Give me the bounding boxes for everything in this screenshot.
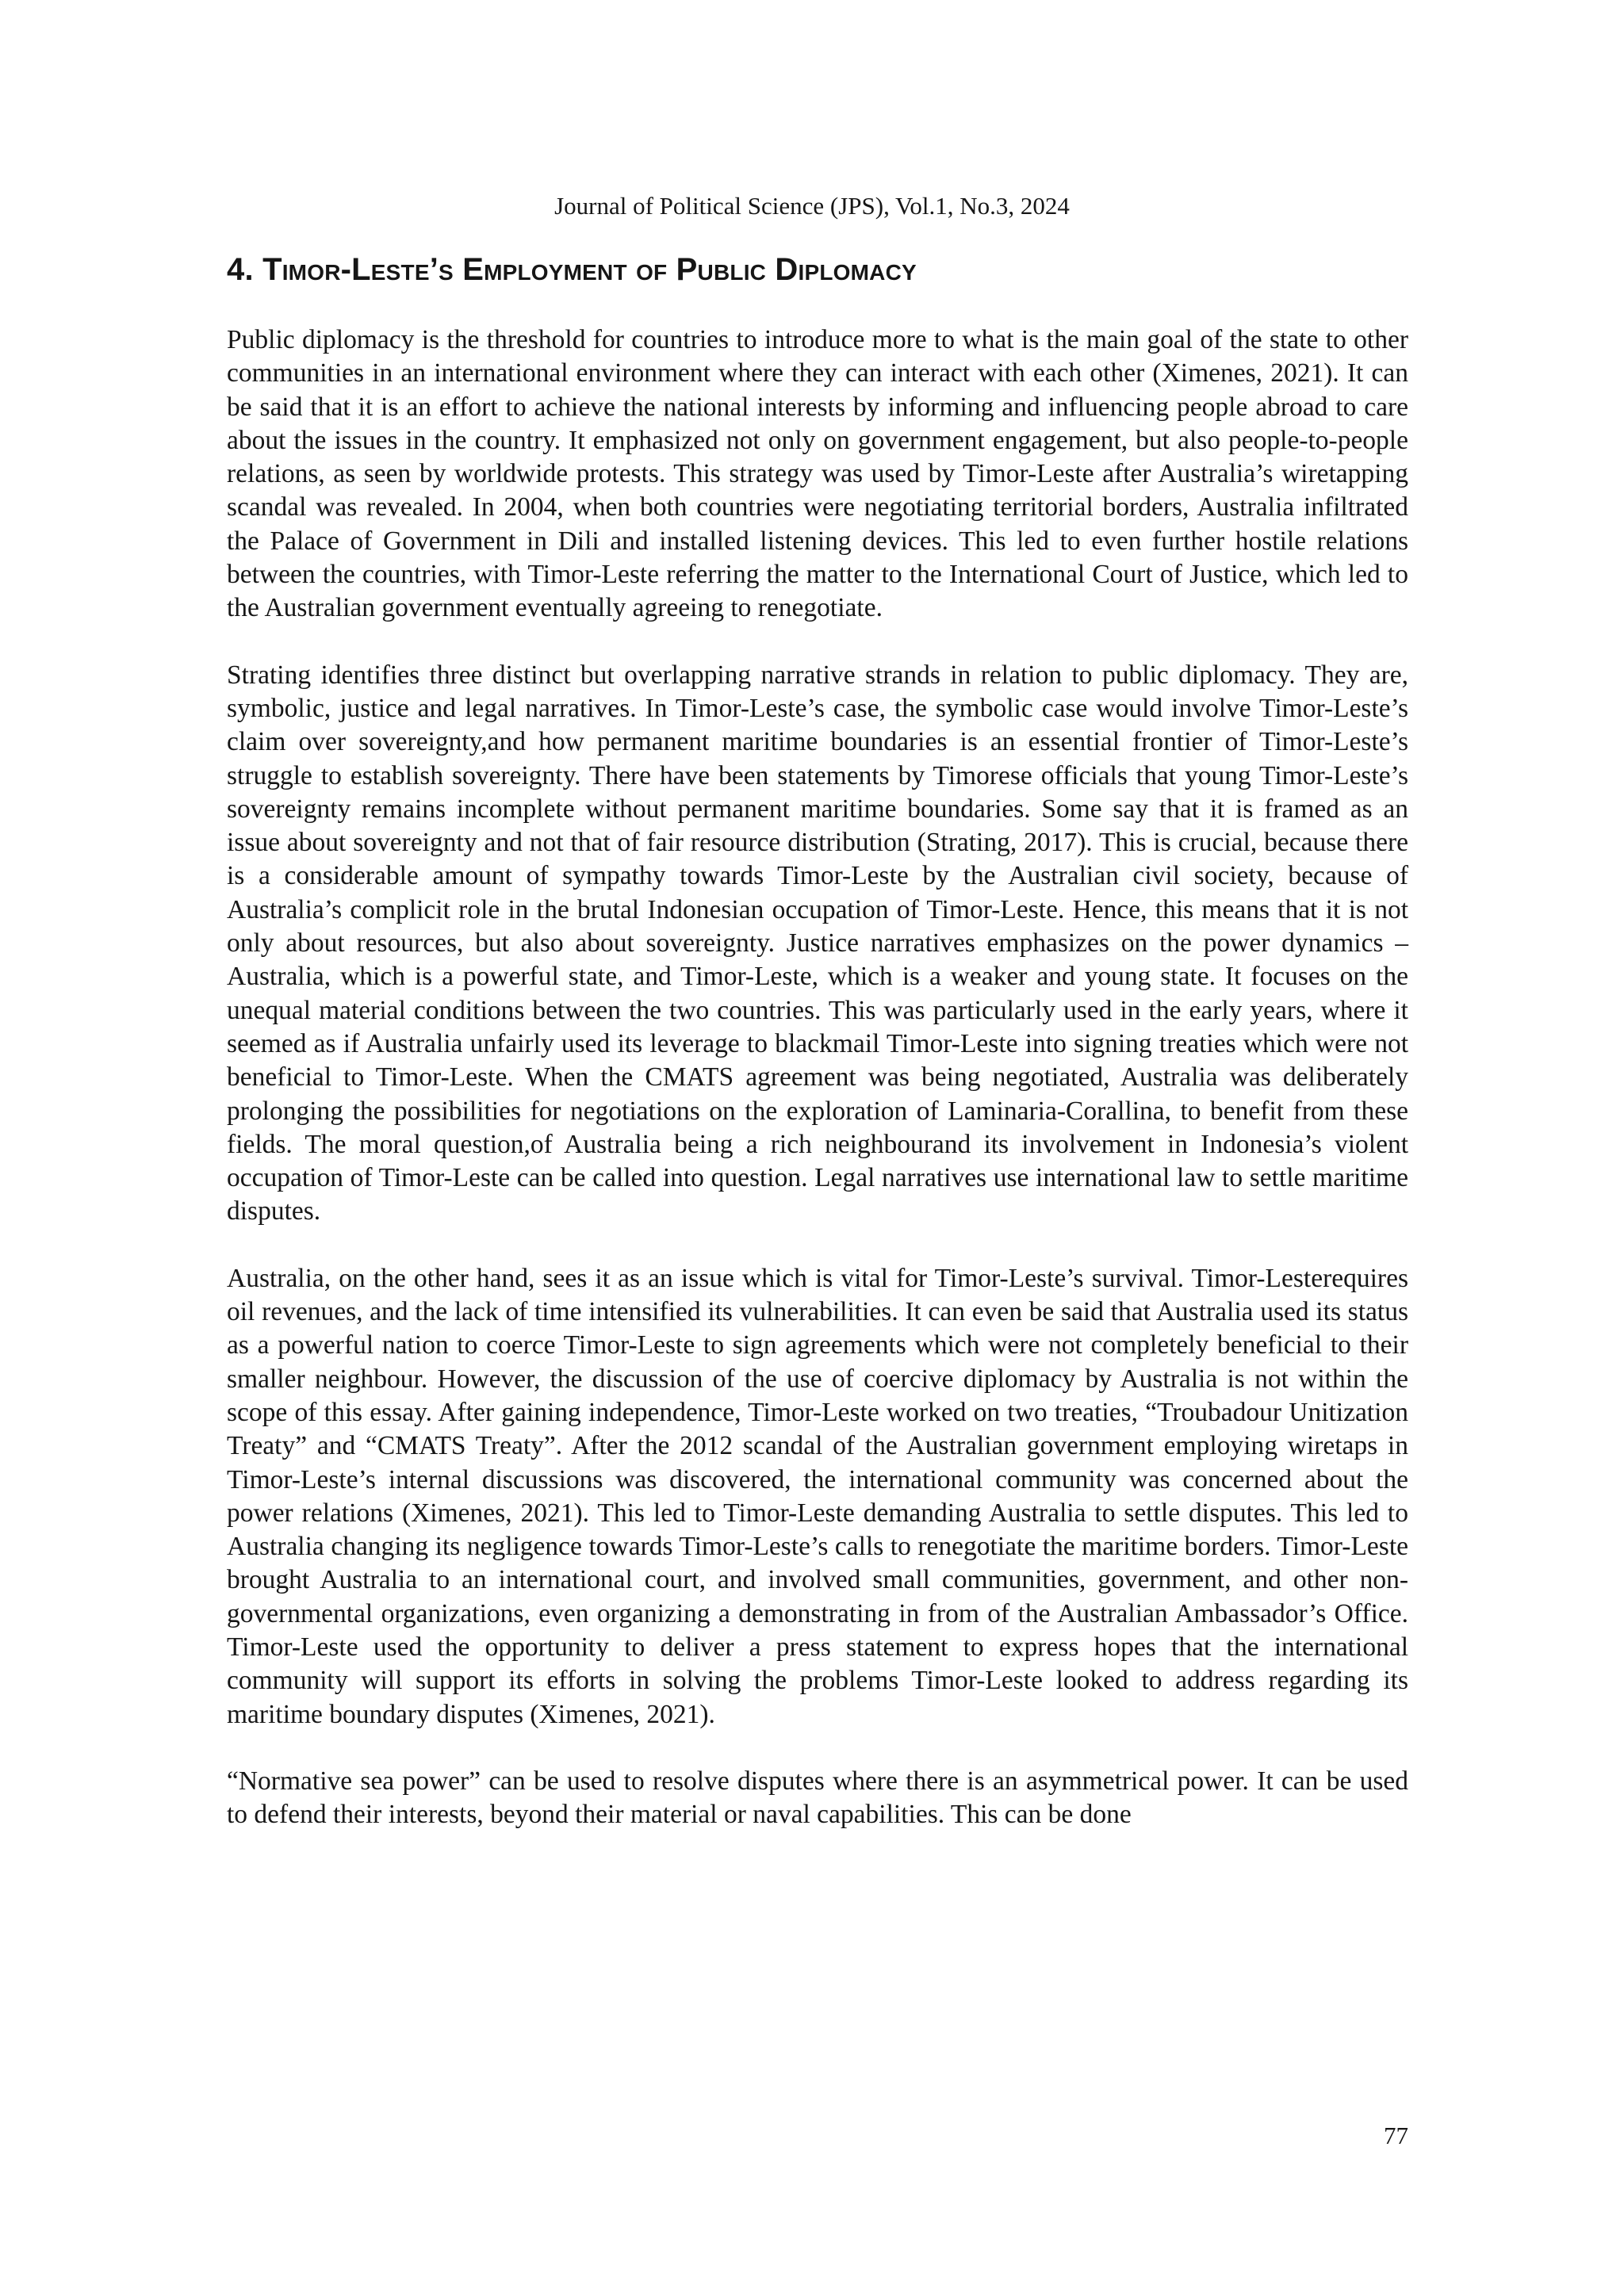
paragraph-narrative-strands: Strating identifies three distinct but overlapping narrative strands in relation to public diplomacy. They are, symbolic, justice and legal narratives. In Timor-Leste’s case, the symbolic case would involve Timor-Leste’s claim over sovereignty,and how permanent maritime boundaries is an essential frontier of Timor-Leste’s struggle to establish sovereignty. There have been statements by Timorese officials that young Timor-Leste’s sovereignty remains incomplete without permanent maritime boundaries. Some say that it is framed as an issue about sovereignty and not that of fair resource distribution (Strating, 2017). This is crucial, because there is a considerable amount of sympathy towards Timor-Leste by the Australian civil society, because of Australia’s complicit role in the brutal Indonesian occupation of Timor-Leste. Hence, this means that it is not only about resources, but also about sovereignty. Justice narratives emphasizes on the power dynamics – Australia, which is a powerful state, and Timor-Leste, which is a weaker and young state. It focuses on the unequal material conditions between the two countries. This was particularly used in the early years, where it seemed as if Australia unfairly used its leverage to blackmail Timor-Leste into signing treaties which were not beneficial to Timor-Leste. When the CMATS agreement was being negotiated, Australia was deliberately prolonging the possibilities for negotiations on the exploration of Laminaria-Corallina, to benefit from these fields. The moral question,of Australia being a rich neighbourand its involvement in Indonesia’s violent occupation of Timor-Leste can be called into question. Legal narratives use international law to settle maritime disputes. bbox=[227, 660, 1408, 1226]
running-header: Journal of Political Science (JPS), Vol.1, No.3, 2024 bbox=[554, 192, 1070, 220]
section-heading: 4. Timor-Leste’s Employment of Public Diplomacy bbox=[227, 252, 917, 287]
page-number: 77 bbox=[1384, 2122, 1408, 2149]
paragraph-normative-sea-power: “Normative sea power” can be used to resolve disputes where there is an asymmetrical power. It can be used to defend their interests, beyond their material or naval capabilities. This can be done bbox=[227, 1766, 1408, 1830]
paragraph-public-diplomacy: Public diplomacy is the threshold for countries to introduce more to what is the main goal of the state to other communities in an international environment where they can interact with each other (Ximenes, 2021). It can be said that it is an effort to achieve the national interests by informing and influencing people abroad to care about the issues in the country. It emphasized not only on government engagement, but also people-to-people relations, as seen by worldwide protests. This strategy was used by Timor-Leste after Australia’s wiretapping scandal was revealed. In 2004, when both countries were negotiating territorial borders, Australia infiltrated the Palace of Government in Dili and installed listening devices. This led to even further hostile relations between the countries, with Timor-Leste referring the matter to the International Court of Justice, which led to the Australian government eventually agreeing to renegotiate. bbox=[227, 325, 1408, 623]
body-text bbox=[227, 323, 1408, 1865]
paragraph-australia-perspective: Australia, on the other hand, sees it as an issue which is vital for Timor-Leste’s survival. Timor-Lesterequires oil revenues, and the lack of time intensified its vulnerabilities. It can even be said that Australia used its status as a powerful nation to coerce Timor-Leste to sign agreements which were not completely beneficial to their smaller neighbour. However, the discussion of the use of coercive diplomacy by Australia is not within the scope of this essay. After gaining independence, Timor-Leste worked on two treaties, “Troubadour Unitization Treaty” and “CMATS Treaty”. After the 2012 scandal of the Australian government employing wiretaps in Timor-Leste’s internal discussions was discovered, the international community was concerned about the power relations (Ximenes, 2021). This led to Timor-Leste demanding Australia to settle disputes. This led to Australia changing its negligence towards Timor-Leste’s calls to renegotiate the maritime borders. Timor-Leste brought Australia to an international court, and involved small communities, government, and other non-governmental organizations, even organizing a demonstrating in from of the Australian Ambassador’s Office. Timor-Leste used the opportunity to deliver a press statement to express hopes that the international community will support its efforts in solving the problems Timor-Leste looked to address regarding its maritime boundary disputes (Ximenes, 2021). bbox=[227, 1263, 1408, 1729]
